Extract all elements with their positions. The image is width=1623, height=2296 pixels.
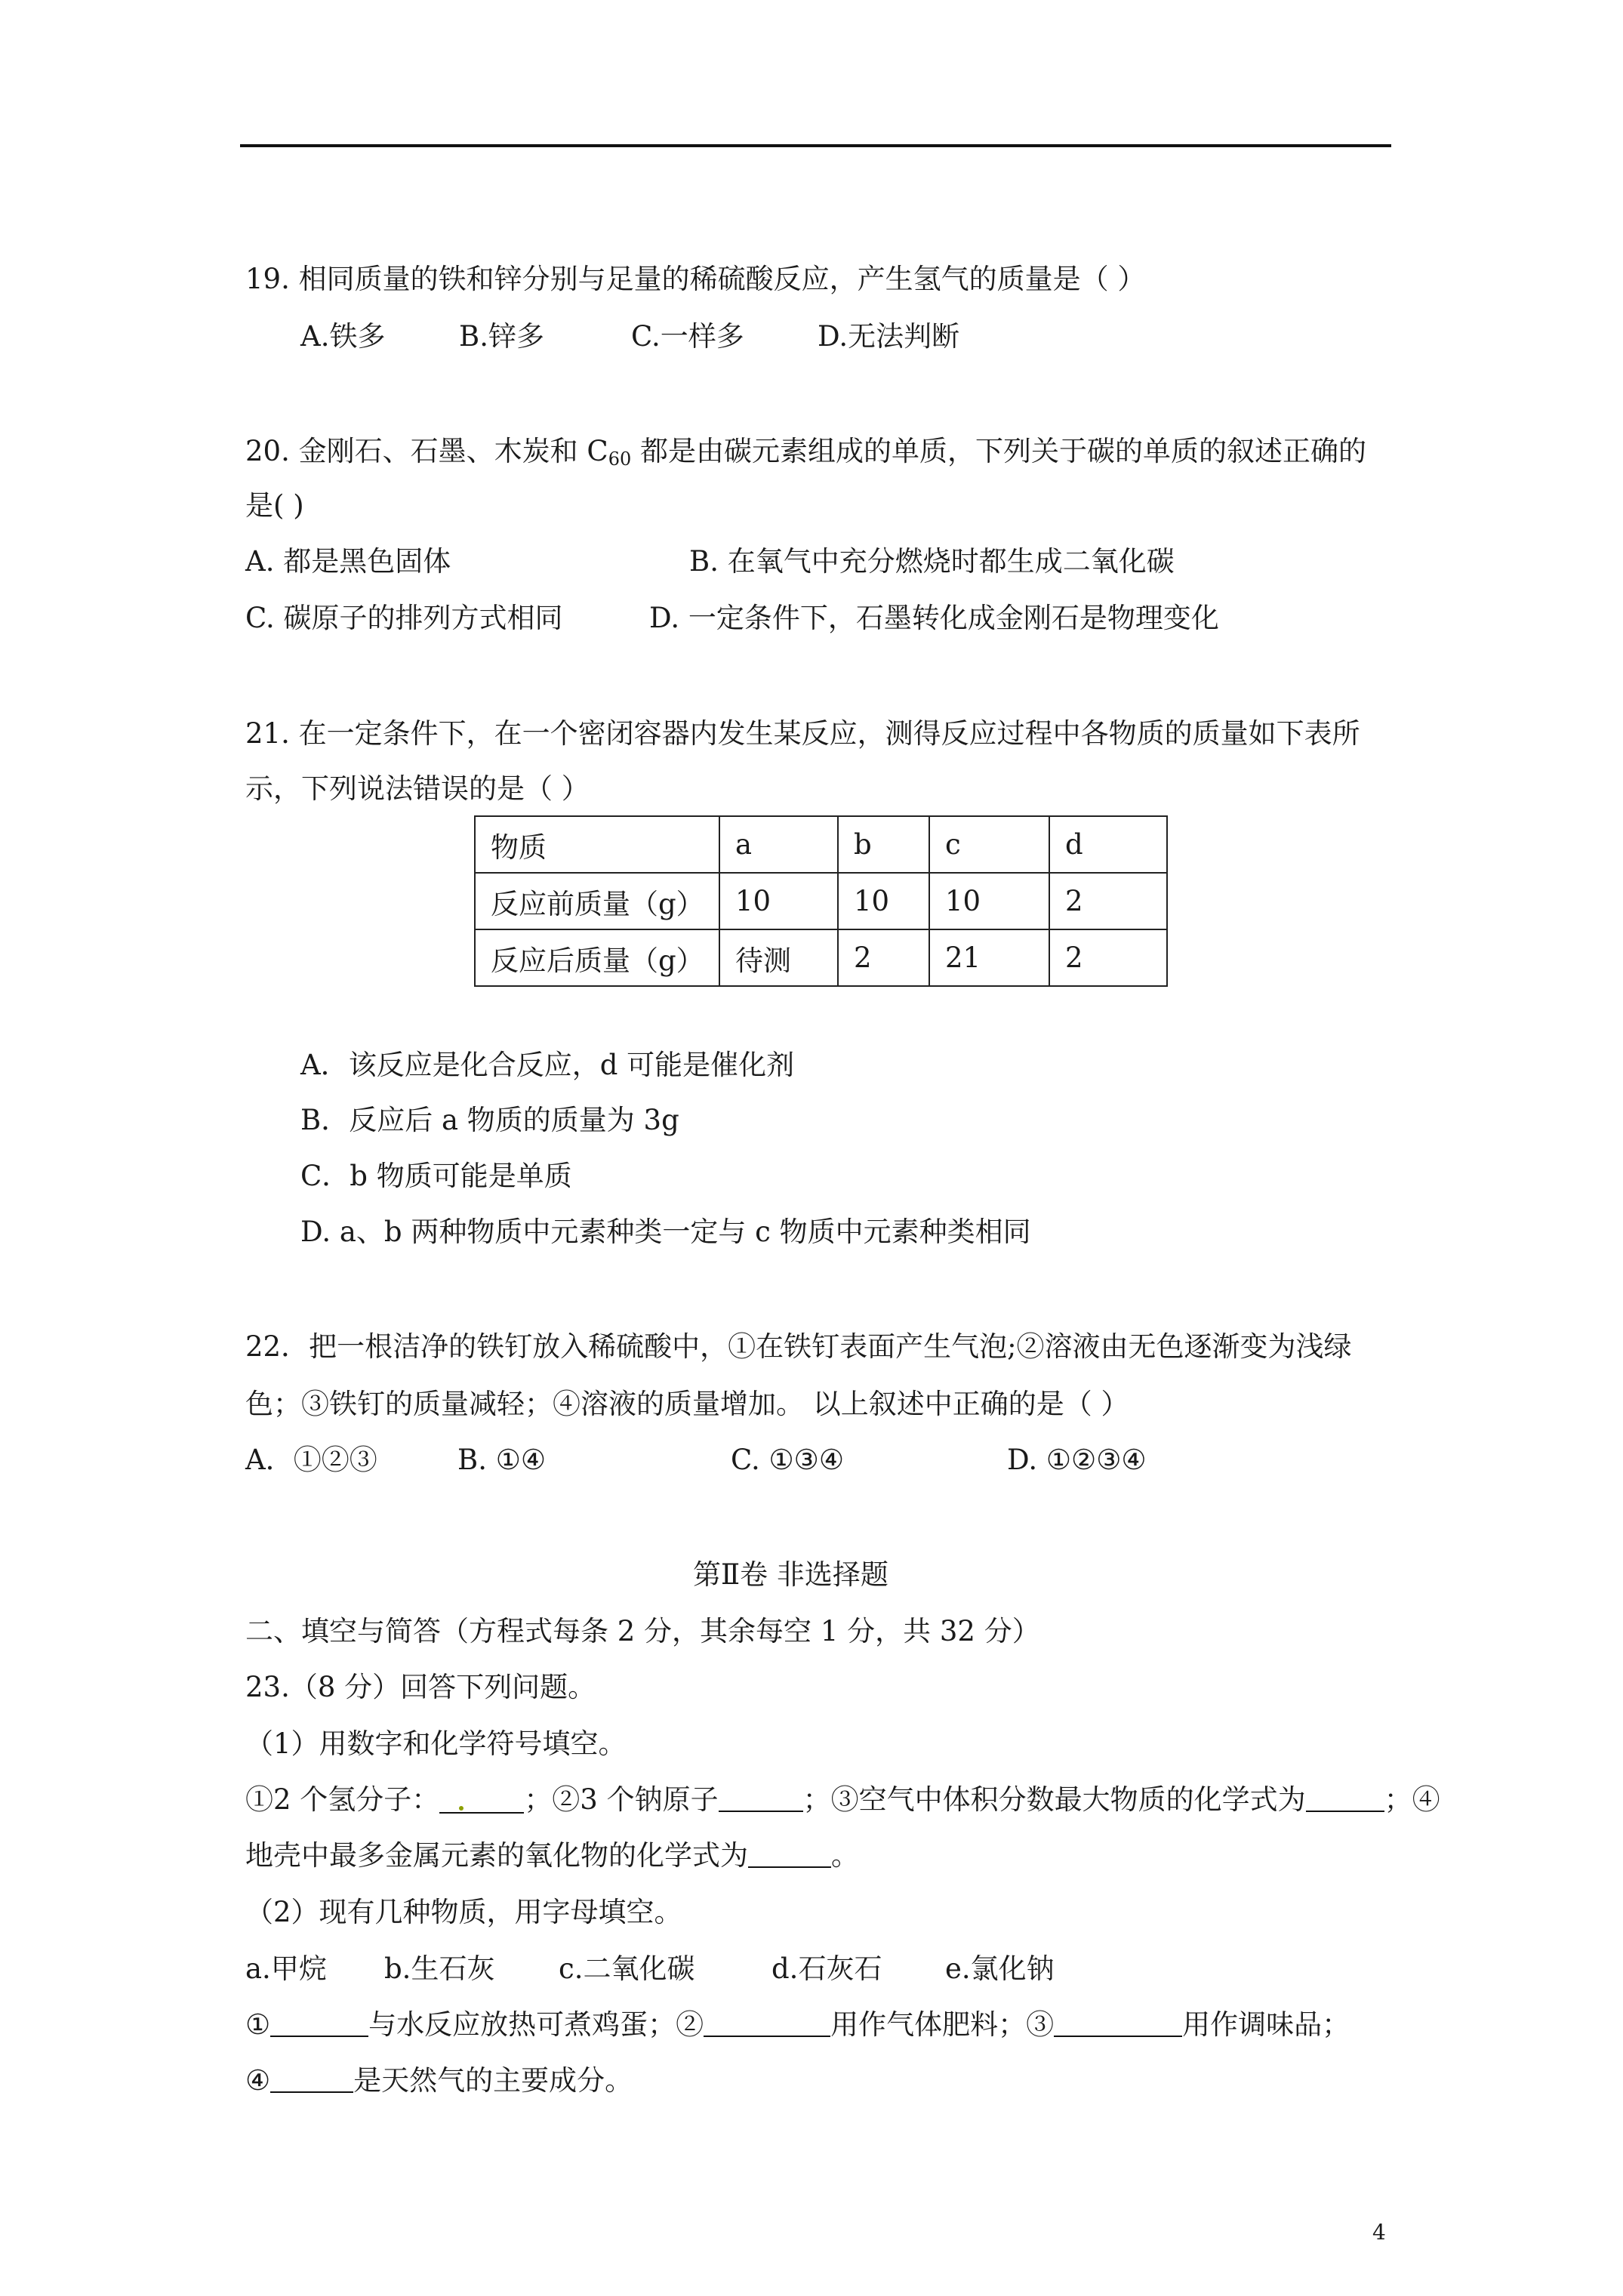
q23-sub2-text: 与水反应放热可煮鸡蛋；② xyxy=(368,2008,704,2041)
q20-stem-line2: 是( ) xyxy=(245,489,304,522)
q23-sub2-text: 用作调味品； xyxy=(1182,2008,1350,2041)
q23-sub1-text: 地壳中最多金属元素的氧化物的化学式为 xyxy=(245,1839,748,1872)
q21-mass-table xyxy=(474,815,1168,987)
page-number: 4 xyxy=(1372,2220,1386,2245)
q23-sub2-text: ① xyxy=(245,2008,271,2041)
q22-stem-line1: 22．把一根洁净的铁钉放入稀硫酸中，①在铁钉表面产生气泡;②溶液由无色逐渐变为浅绿 xyxy=(245,1330,1352,1363)
table-cell: 反应后质量（g） xyxy=(475,929,719,986)
q19-option-c: C.一样多 xyxy=(631,320,744,353)
table-cell: 21 xyxy=(929,929,1049,986)
q20-stem-text: 20. 金刚石、石墨、木炭和 C xyxy=(245,435,608,467)
q21-option-a: A．该反应是化合反应，d 可能是催化剂 xyxy=(300,1049,795,1081)
q20-option-d: D. 一定条件下，石墨转化成金刚石是物理变化 xyxy=(649,602,1219,634)
q23-sub2-line2 xyxy=(245,2064,633,2097)
q23-sub1-text: ；②3 个钠原子 xyxy=(524,1783,719,1816)
table-header-row xyxy=(475,816,1167,873)
q23-sub2-text: 是天然气的主要成分。 xyxy=(353,2064,633,2097)
q23-sub1-text: ①2 个氢分子： xyxy=(245,1783,440,1816)
table-row xyxy=(475,873,1167,929)
q22-option-c: C. ①③④ xyxy=(731,1444,845,1476)
table-header-cell: c xyxy=(929,816,1049,873)
table-cell: 10 xyxy=(719,873,838,929)
q19-stem: 19. 相同质量的铁和锌分别与足量的稀硫酸反应，产生氢气的质量是（ ） xyxy=(245,263,1146,295)
table-header-cell: b xyxy=(838,816,929,873)
q22-option-d: D. ①②③④ xyxy=(1007,1444,1147,1476)
q23-sub1-line1 xyxy=(245,1783,1440,1817)
answer-blank[interactable] xyxy=(439,1786,524,1814)
q19-option-d: D.无法判断 xyxy=(818,320,960,353)
answer-blank[interactable] xyxy=(270,2066,353,2093)
q21-option-c: C．b 物质可能是单质 xyxy=(300,1160,572,1192)
q23-sub2-text: 用作气体肥料；③ xyxy=(830,2008,1055,2041)
part2-title: 第Ⅱ卷 非选择题 xyxy=(693,1558,888,1591)
q23-sub1-line2 xyxy=(245,1839,859,1872)
q20-stem-text-cont: 都是由碳元素组成的单质，下列关于碳的单质的叙述正确的 xyxy=(631,435,1366,467)
q19-option-a: A.铁多 xyxy=(300,320,386,353)
q20-option-b: B. 在氧气中充分燃烧时都生成二氧化碳 xyxy=(689,545,1175,578)
q22-option-b: B. ①④ xyxy=(457,1444,547,1476)
q19-option-b: B.锌多 xyxy=(459,320,544,353)
q21-option-d: D. a、b 两种物质中元素种类一定与 c 物质中元素种类相同 xyxy=(300,1216,1031,1248)
substance-e: e.氯化钠 xyxy=(945,1952,1055,1985)
table-cell: 反应前质量（g） xyxy=(475,873,719,929)
q22-stem-line2: 色；③铁钉的质量减轻；④溶液的质量增加。 以上叙述中正确的是（ ） xyxy=(245,1388,1129,1420)
q20-stem xyxy=(245,435,1366,468)
table-header-cell: 物质 xyxy=(475,816,719,873)
table-cell: 10 xyxy=(838,873,929,929)
table-header-cell: a xyxy=(719,816,838,873)
table-cell: 待测 xyxy=(719,929,838,986)
q20-option-c: C. 碳原子的排列方式相同 xyxy=(245,602,563,634)
q23-stem: 23.（8 分）回答下列问题。 xyxy=(245,1671,596,1703)
answer-blank[interactable] xyxy=(748,1841,831,1868)
substance-a: a.甲烷 xyxy=(245,1952,327,1985)
section-heading: 二、填空与简答（方程式每条 2 分，其余每空 1 分，共 32 分） xyxy=(245,1615,1040,1647)
table-header-cell: d xyxy=(1049,816,1167,873)
q23-sub2-text: ④ xyxy=(245,2064,271,2097)
table-row xyxy=(475,929,1167,986)
table-cell: 2 xyxy=(1049,873,1167,929)
substance-d: d.石灰石 xyxy=(771,1952,882,1985)
q21-option-b: B．反应后 a 物质的质量为 3g xyxy=(300,1104,679,1136)
q22-option-a: A．①②③ xyxy=(245,1444,377,1476)
table-cell: 2 xyxy=(838,929,929,986)
table-cell: 2 xyxy=(1049,929,1167,986)
q23-sub1-text: 。 xyxy=(831,1839,859,1872)
substance-b: b.生石灰 xyxy=(384,1952,495,1985)
q21-stem-line1: 21. 在一定条件下，在一个密闭容器内发生某反应，测得反应过程中各物质的质量如下表所 xyxy=(245,717,1360,750)
q20-subscript: 60 xyxy=(608,448,632,470)
answer-blank[interactable] xyxy=(270,2010,368,2037)
table-cell: 10 xyxy=(929,873,1049,929)
q20-option-a: A. 都是黑色固体 xyxy=(245,545,451,578)
answer-blank[interactable] xyxy=(719,1785,803,1812)
mark-dot xyxy=(459,1806,463,1811)
q23-sub2-line1 xyxy=(245,2008,1350,2042)
answer-blank[interactable] xyxy=(1306,1785,1384,1812)
q23-sub1-title: （1）用数字和化学符号填空。 xyxy=(245,1727,627,1760)
q23-sub1-text: ；④ xyxy=(1384,1783,1440,1816)
q23-sub1-text: ；③空气中体积分数最大物质的化学式为 xyxy=(802,1783,1306,1816)
header-rule xyxy=(240,144,1391,147)
q23-sub2-title: （2）现有几种物质，用字母填空。 xyxy=(245,1896,682,1928)
answer-blank[interactable] xyxy=(1054,2010,1182,2037)
q21-stem-line2: 示，下列说法错误的是（ ） xyxy=(245,772,590,805)
answer-blank[interactable] xyxy=(704,2010,830,2037)
substance-c: c.二氧化碳 xyxy=(559,1952,695,1985)
